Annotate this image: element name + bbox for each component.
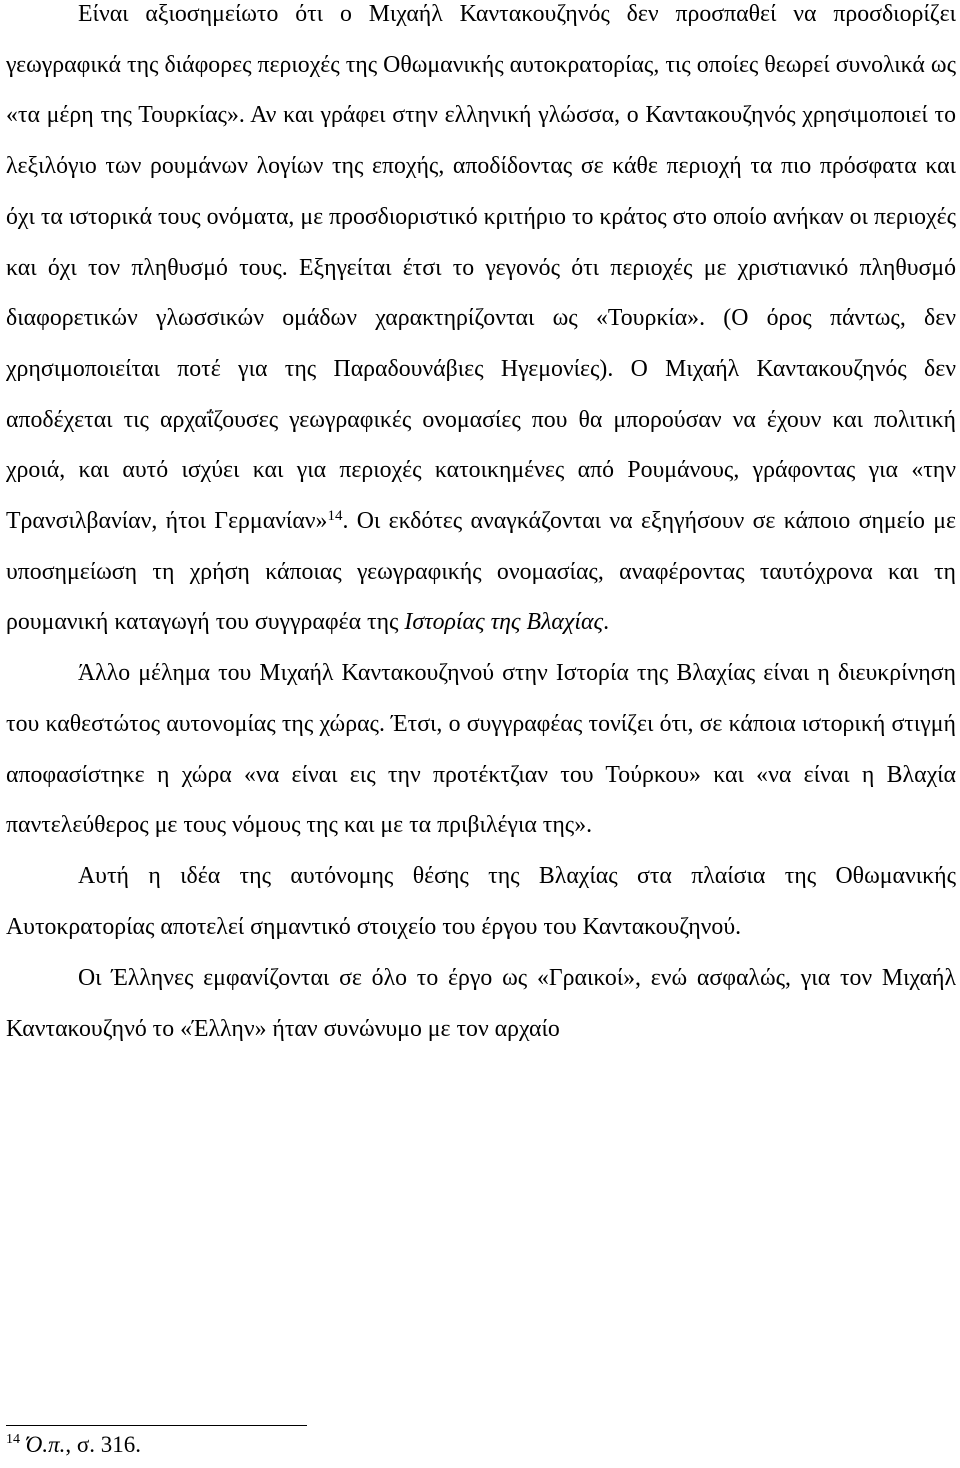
paragraph-2-text: Άλλο μέλημα του Μιχαήλ Καντακουζηνού στην Ιστορία της Βλαχίας είναι η διευκρίνηση του καθεστώτος αυτονομίας της χώρας. Έτσι, ο συγγραφέας τονίζει ότι, σε κάποια ιστορική στιγμή αποφασίστηκε η χώρα «να είναι εις την προτέκτζιαν του Τούρκου» και «να είναι η Βλαχία παντελεύθερος με τους νόμους της και με τα πριβιλέγια της».: [6, 660, 956, 839]
footnote-number: 14: [6, 1432, 20, 1447]
paragraph-3-text: Αυτή η ιδέα της αυτόνομης θέσης της Βλαχίας στα πλαίσια της Οθωμανικής Αυτοκρατορίας αποτελεί σημαντικό στοιχείο του έργου του Καντακουζηνού.: [6, 862, 956, 940]
paragraph-1-part-2: . Οι εκδότες αναγκάζονται να εξηγήσουν σε κάποιο σημείο με υποσημείωση τη χρήση κάποιας γεωγραφικής ονομασίας, αναφέροντας ταυτόχρονα και τη ρουμανική καταγωγή του συγγραφέα της: [6, 508, 956, 636]
document-page: [6, 0, 956, 1055]
paragraph-3: [6, 851, 956, 952]
footnote-reference: 14: [327, 508, 343, 525]
paragraph-4-text: Οι Έλληνες εμφανίζονται σε όλο το έργο ως «Γραικοί», ενώ ασφαλώς, για τον Μιχαήλ Καντακουζηνό το «Έλλην» ήταν συνώνυμο με τον αρχαίο: [6, 965, 956, 1043]
footnote-citation-rest: , σ. 316.: [65, 1432, 142, 1457]
footnote: [6, 1431, 141, 1459]
paragraph-1: [6, 0, 956, 648]
work-title-italic: Ιστορίας της Βλαχίας: [404, 609, 604, 636]
paragraph-2: [6, 648, 956, 851]
footnote-citation-italic: Ό.π.: [25, 1432, 66, 1457]
footnote-separator: [6, 1425, 307, 1426]
paragraph-1-part-1: Είναι αξιοσημείωτο ότι ο Μιχαήλ Καντακουζηνός δεν προσπαθεί να προσδιορίζει γεωγραφικά της διάφορες περιοχές της Οθωμανικής αυτοκρατορίας, τις οποίες θεωρεί συνολικά ως «τα μέρη της Τουρκίας». Αν και γράφει στην ελληνική γλώσσα, ο Καντακουζηνός χρησιμοποιεί το λεξιλόγιο των ρουμάνων λογίων της εποχής, αποδίδοντας σε κάθε περιοχή τα πιο πρόσφατα και όχι τα ιστορικά τους ονόματα, με προσδιοριστικό κριτήριο το κράτος στο οποίο ανήκαν οι περιοχές και όχι τον πληθυσμό τους. Εξηγείται έτσι το γεγονός ότι περιοχές με χριστιανικό πληθυσμό διαφορετικών γλωσσικών ομάδων χαρακτηρίζονται ως «Τουρκία». (Ο όρος πάντως, δεν χρησιμοποιείται ποτέ για της Παραδουνάβιες Ηγεμονίες). Ο Μιχαήλ Καντακουζηνός δεν αποδέχεται τις αρχαΐζουσες γεωγραφικές ονομασίες που θα μπορούσαν να έχουν και πολιτική χροιά, και αυτό ισχύει και για περιοχές κατοικημένες από Ρουμάνους, γράφοντας για «την Τρανσιλβανίαν, ήτοι Γερμανίαν»: [6, 1, 956, 535]
paragraph-1-end: .: [603, 609, 610, 636]
paragraph-4: [6, 953, 956, 1054]
